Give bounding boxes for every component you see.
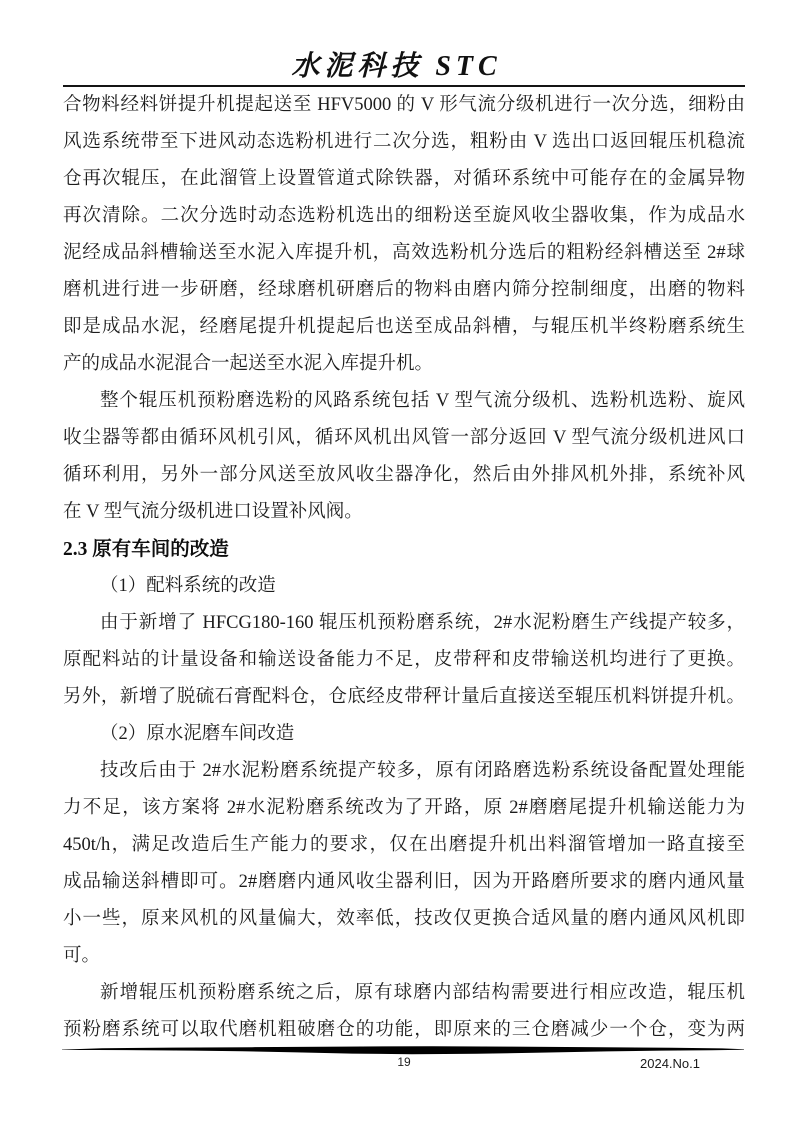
- text-line: 即是成品水泥，经磨尾提升机提起后也送至成品斜槽，与辊压机半终粉磨系统生: [63, 317, 745, 337]
- text-line: 产的成品水泥混合一起送至水泥入库提升机。: [63, 354, 434, 374]
- text-line: 在 V 型气流分级机进口设置补风阀。: [63, 502, 363, 522]
- text-line: 收尘器等都由循环风机引风，循环风机出风管一部分返回 V 型气流分级机进风口: [63, 428, 745, 448]
- text-line: 450t/h，满足改造后生产能力的要求，仅在出磨提升机出料溜管增加一路直接至: [63, 835, 745, 855]
- text-line: 原配料站的计量设备和输送设备能力不足，皮带秤和皮带输送机均进行了更换。: [63, 650, 745, 670]
- text-line: 另外，新增了脱硫石膏配料仓，仓底经皮带秤计量后直接送至辊压机料饼提升机。: [63, 687, 745, 707]
- text-line: 成品输送斜槽即可。2#磨磨内通风收尘器利旧，因为开路磨所要求的磨内通风量: [63, 872, 745, 892]
- text-line: 合物料经料饼提升机提起送至 HFV5000 的 V 形气流分级机进行一次分选，细粉由: [63, 95, 745, 115]
- text-line: （2）原水泥磨车间改造: [100, 724, 295, 744]
- text-line: 由于新增了 HFCG180-160 辊压机预粉磨系统，2#水泥粉磨生产线提产较多，: [100, 613, 745, 633]
- text-line: 小一些，原来风机的风量偏大，效率低，技改仅更换合适风量的磨内通风风机即: [63, 909, 745, 929]
- section-heading: 2.3 原有车间的改造: [63, 539, 229, 560]
- text-line: 泥经成品斜槽输送至水泥入库提升机，高效选粉机分选后的粗粉经斜槽送至 2#球: [63, 243, 745, 263]
- document-body: [63, 87, 745, 1049]
- text-line: 预粉磨系统可以取代磨机粗破磨仓的功能，即原来的三仓磨减少一个仓，变为两: [63, 1020, 745, 1040]
- text-line: 再次清除。二次分选时动态选粉机选出的细粉送至旋风收尘器收集，作为成品水: [63, 206, 745, 226]
- journal-title: 水泥科技 STC: [291, 51, 502, 82]
- text-line: 技改后由于 2#水泥粉磨系统提产较多，原有闭路磨选粉系统设备配置处理能: [100, 761, 745, 781]
- text-line: 力不足，该方案将 2#水泥粉磨系统改为了开路，原 2#磨磨尾提升机输送能力为: [63, 798, 745, 818]
- text-line: 新增辊压机预粉磨系统之后，原有球磨内部结构需要进行相应改造，辊压机: [100, 983, 745, 1003]
- page-number: 19: [397, 1055, 411, 1069]
- text-line: 可。: [63, 946, 101, 966]
- text-line: 循环利用，另外一部分风送至放风收尘器净化，然后由外排风机外排，系统补风: [63, 465, 745, 485]
- text-line: （1）配料系统的改造: [100, 576, 276, 596]
- text-line: 风选系统带至下进风动态选粉机进行二次分选，粗粉由 V 选出口返回辊压机稳流: [63, 132, 745, 152]
- text-line: 磨机进行进一步研磨，经球磨机研磨后的物料由磨内筛分控制细度，出磨的物料: [63, 280, 745, 300]
- issue-label: 2024.No.1: [640, 1056, 700, 1071]
- text-line: 仓再次辊压，在此溜管上设置管道式除铁器，对循环系统中可能存在的金属异物: [63, 169, 745, 189]
- text-line: 整个辊压机预粉磨选粉的风路系统包括 V 型气流分级机、选粉机选粉、旋风: [100, 391, 745, 411]
